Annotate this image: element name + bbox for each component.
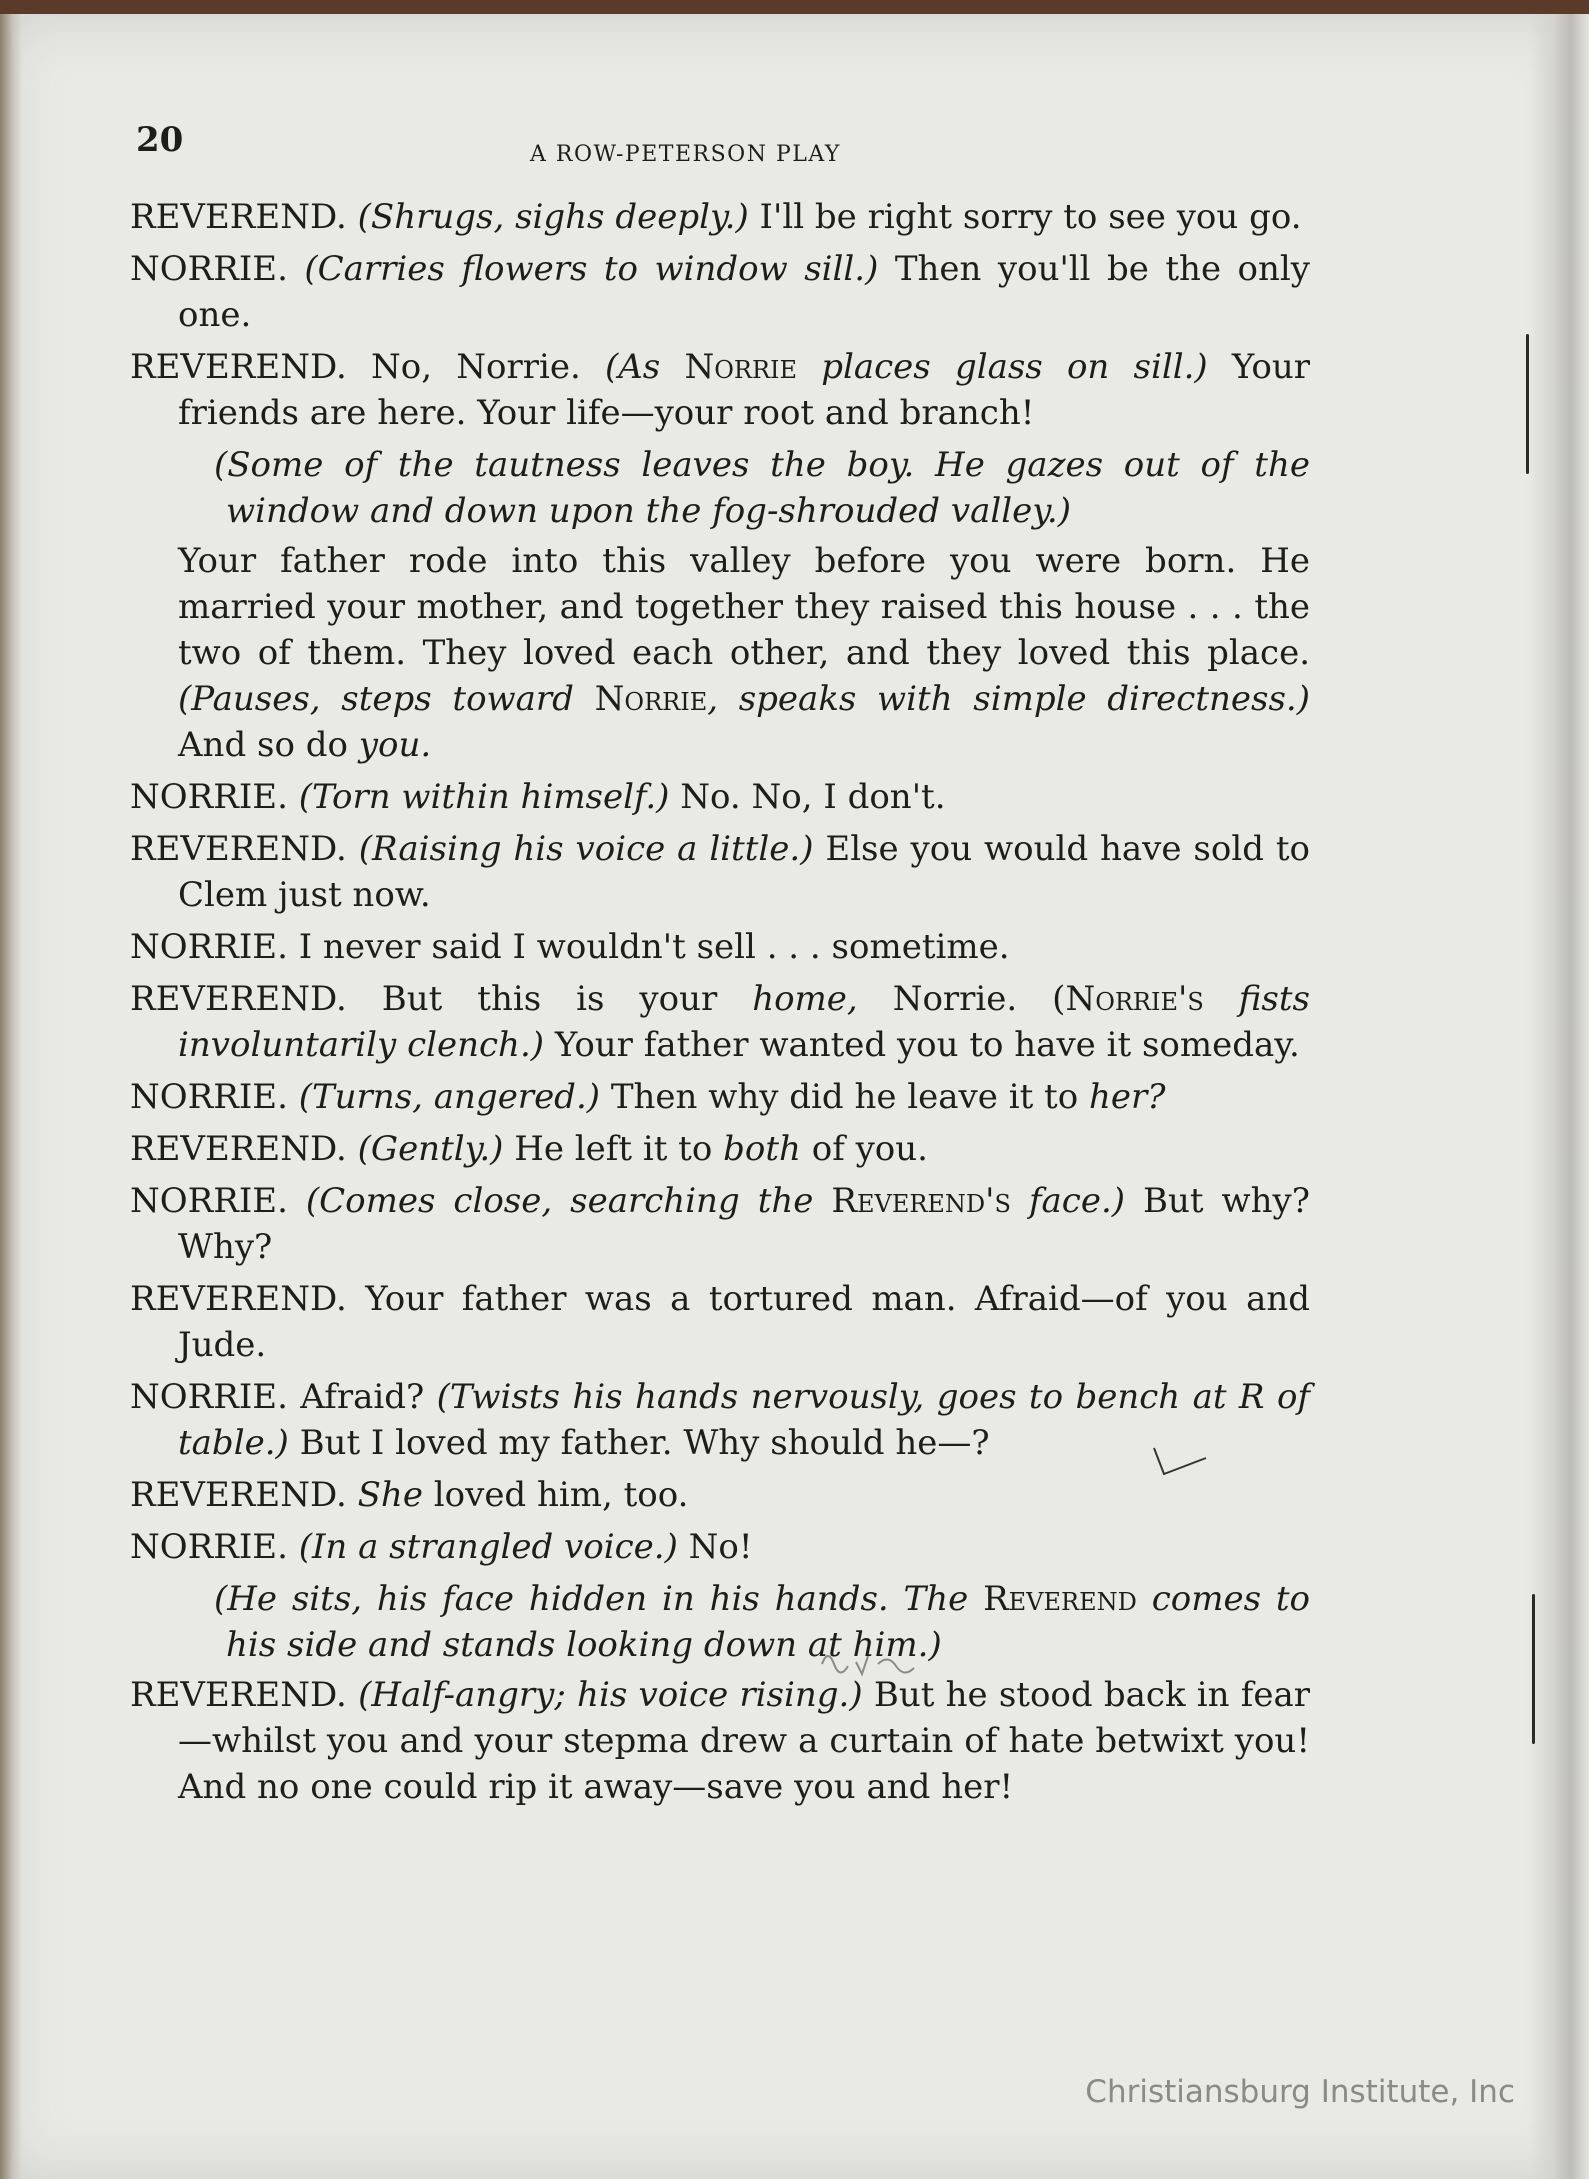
speaker: NORRIE.: [130, 777, 288, 817]
stage-direction: (As: [604, 347, 685, 387]
stage-direction: (Twists his hands nervously, goes to bench at R of table.): [178, 1377, 1310, 1463]
line-reverend-6: [130, 1276, 1310, 1368]
running-title: A ROW-PETERSON PLAY: [530, 142, 841, 167]
dialogue: Norrie. (: [857, 979, 1066, 1019]
dialogue: Then why did he leave it to: [600, 1077, 1089, 1117]
staple-bottom: [1532, 1594, 1535, 1744]
dialogue: of you.: [800, 1129, 928, 1169]
emphasis: home,: [752, 979, 858, 1019]
dialogue: He left it to: [503, 1129, 724, 1169]
stage-direction: fists involuntarily clench.): [178, 979, 1310, 1065]
stage-direction-block-2: [130, 1576, 1310, 1668]
dialogue: Your father rode into this valley before you were born. He married your mother, and together they raised this house . . . the two of them. They loved each other, and they loved this place.: [178, 541, 1310, 673]
line-reverend-8: [130, 1672, 1310, 1810]
book-page: [0, 14, 1589, 2179]
play-text: [130, 194, 1310, 1816]
line-norrie-6: [130, 1374, 1310, 1466]
dialogue: I'll be right sorry to see you go.: [748, 197, 1302, 237]
speaker: REVEREND.: [130, 1475, 347, 1515]
line-norrie-4: [130, 1074, 1310, 1120]
speaker: NORRIE.: [130, 1527, 288, 1567]
dialogue: Your father was a tortured man. Afraid—of you and Jude.: [178, 1279, 1310, 1365]
dialogue: loved him, too.: [422, 1475, 689, 1515]
page-number: 20: [136, 120, 184, 160]
speaker: NORRIE.: [130, 1377, 288, 1417]
stage-direction: (Pauses, steps toward: [178, 679, 595, 719]
stage-direction: (Carries flowers to window sill.): [304, 249, 879, 289]
emphasis: both: [723, 1129, 801, 1169]
character-name: Reverend: [983, 1579, 1137, 1619]
character-name: Norrie's: [1065, 979, 1204, 1019]
line-reverend-3: [130, 826, 1310, 918]
stage-direction: (Raising his voice a little.): [358, 829, 814, 869]
character-name: Reverend's: [831, 1181, 1011, 1221]
stage-direction: face.): [1010, 1181, 1126, 1221]
emphasis: her?: [1088, 1077, 1166, 1117]
speaker: REVEREND.: [130, 347, 347, 387]
stage-direction: (Shrugs, sighs deeply.): [357, 197, 749, 237]
stage-direction: (Turns, angered.): [298, 1077, 601, 1117]
line-reverend-7: [130, 1472, 1310, 1518]
dialogue: No. No, I don't.: [669, 777, 946, 817]
line-norrie-2: [130, 774, 1310, 820]
line-norrie-7: [130, 1524, 1310, 1570]
emphasis: you.: [358, 725, 432, 765]
line-norrie-3: [130, 924, 1310, 970]
dialogue: But this is your: [346, 979, 753, 1019]
dialogue: Your friends are here. Your life—your root and branch!: [178, 347, 1310, 433]
stage-direction: , speaks with simple directness.): [707, 679, 1310, 719]
line-norrie-5: [130, 1178, 1310, 1270]
stage-direction: (Gently.): [357, 1129, 504, 1169]
speaker: NORRIE.: [130, 927, 288, 967]
speaker: NORRIE.: [130, 249, 288, 289]
line-reverend-4: [130, 976, 1310, 1068]
dialogue: Afraid?: [287, 1377, 437, 1417]
stage-direction: places glass on sill.): [797, 347, 1208, 387]
speaker: NORRIE.: [130, 1077, 288, 1117]
staple-top: [1526, 334, 1529, 474]
line-reverend-1: [130, 194, 1310, 240]
dialogue: Then you'll be the only one.: [178, 249, 1310, 335]
line-reverend-2: [130, 344, 1310, 436]
speaker: REVEREND.: [130, 1279, 347, 1319]
speaker: NORRIE.: [130, 1181, 288, 1221]
line-reverend-continued: [130, 538, 1310, 768]
dialogue: No, Norrie.: [346, 347, 605, 387]
stage-direction: (Half-angry; his voice rising.): [358, 1675, 863, 1715]
dialogue: Your father wanted you to have it someday.: [544, 1025, 1300, 1065]
dialogue: But he stood back in fear—whilst you and your stepma drew a curtain of hate betwixt you! And no one could rip it away—save you and her!: [178, 1675, 1311, 1807]
stage-direction: (Comes close, searching the: [305, 1181, 832, 1221]
stage-direction: (Torn within himself.): [298, 777, 670, 817]
stage-direction-block: (Some of the tautness leaves the boy. He gazes out of the window and down upon the fog-shrouded valley.): [214, 445, 1310, 531]
dialogue: I never said I wouldn't sell . . . sometime.: [287, 927, 1010, 967]
dialogue: But why? Why?: [178, 1181, 1310, 1267]
dialogue: But I loved my father. Why should he—?: [288, 1423, 990, 1463]
emphasis: She: [346, 1475, 423, 1515]
speaker: REVEREND.: [130, 197, 347, 237]
speaker: REVEREND.: [130, 1675, 347, 1715]
watermark: Christiansburg Institute, Inc: [1085, 2074, 1515, 2110]
stage-direction: (In a strangled voice.): [298, 1527, 678, 1567]
page-spine: [1529, 14, 1589, 2179]
dialogue: And so do: [178, 725, 359, 765]
stage-text: comes to his side and stands looking down at him.): [226, 1579, 1310, 1665]
dialogue: Else you would have sold to Clem just now.: [178, 829, 1311, 915]
stage-text: (He sits, his face hidden in his hands. The: [214, 1579, 984, 1619]
character-name: Norrie: [594, 679, 708, 719]
line-norrie-1: [130, 246, 1310, 338]
speaker: REVEREND.: [130, 1129, 347, 1169]
dialogue: No!: [677, 1527, 753, 1567]
line-reverend-5: [130, 1126, 1310, 1172]
character-name: Norrie: [684, 347, 798, 387]
speaker: REVEREND.: [130, 979, 347, 1019]
speaker: REVEREND.: [130, 829, 347, 869]
